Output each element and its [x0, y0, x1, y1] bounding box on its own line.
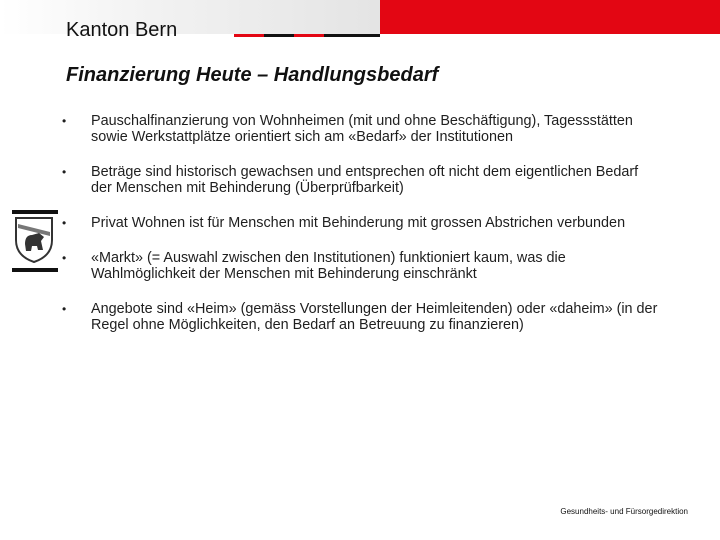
org-name: Kanton Bern: [66, 19, 178, 41]
bullet-text: Angebote sind «Heim» (gemäss Vorstellungen der Heimleitenden) oder «daheim» (in der Regel ohne Möglichkeiten, den Bedarf an Betreuung zu finanzieren): [91, 301, 658, 333]
header-rule-segment: [234, 34, 264, 37]
bern-coat-of-arms-icon: [10, 210, 60, 272]
bullet-item: [62, 301, 662, 333]
logo-top-rule: [12, 210, 58, 214]
header-background: [0, 0, 380, 34]
bullet-marker: •: [62, 114, 67, 128]
footer-department: Gesundheits- und Fürsorgedirektion: [560, 507, 688, 516]
bullet-item: [62, 113, 662, 145]
bullet-item: [62, 164, 662, 196]
bullet-item: [62, 250, 662, 282]
header-rule-segment: [324, 34, 380, 37]
bullet-text: Beträge sind historisch gewachsen und entsprechen oft nicht dem eigentlichen Bedarf der Menschen mit Behinderung (Überprüfbarkeit): [91, 164, 639, 196]
logo-bottom-rule: [12, 268, 58, 272]
bullet-text: Pauschalfinanzierung von Wohnheimen (mit und ohne Beschäftigung), Tagessstätten sowie Werkstattplätze orientiert sich am «Bedarf» der Institutionen: [91, 113, 633, 145]
bullet-marker: •: [62, 216, 67, 230]
header-rule-segment: [264, 34, 294, 37]
header-rule-segment: [294, 34, 324, 37]
bullet-text: «Markt» (= Auswahl zwischen den Institutionen) funktioniert kaum, was die Wahlmöglichkeit der Menschen mit Behinderung einschränkt: [91, 250, 566, 282]
bullet-marker: •: [62, 251, 67, 265]
bullet-marker: •: [62, 165, 67, 179]
slide-title: Finanzierung Heute – Handlungsbedarf: [66, 64, 439, 86]
bullet-marker: •: [62, 302, 67, 316]
bullet-text: Privat Wohnen ist für Menschen mit Behinderung mit grossen Abstrichen verbunden: [91, 215, 626, 231]
bullet-list: [62, 113, 662, 352]
bullet-item: [62, 215, 662, 231]
header-red-block: [380, 0, 720, 34]
